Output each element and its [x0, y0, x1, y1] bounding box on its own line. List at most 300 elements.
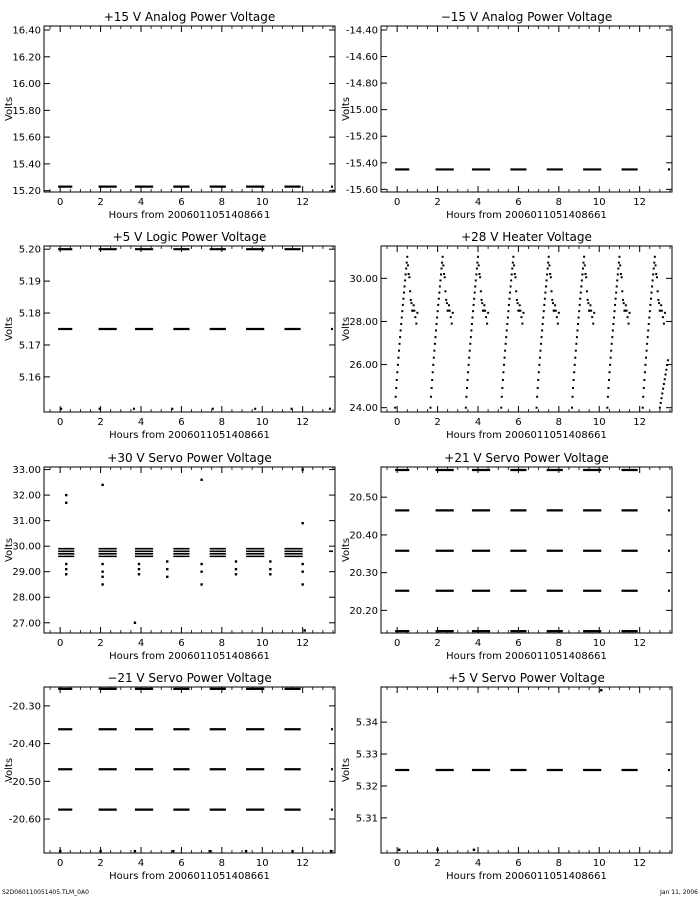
data-point	[134, 622, 136, 624]
data-point	[621, 290, 623, 292]
x-tick-label: 8	[555, 638, 563, 649]
x-tick-label: 10	[592, 197, 606, 208]
y-tick-label: 5.31	[355, 813, 378, 825]
x-tick-label: 0	[56, 638, 64, 649]
data-point	[611, 336, 613, 338]
chart-panel	[341, 451, 672, 662]
plot-frame	[44, 26, 335, 192]
chart-title: +5 V Servo Power Voltage	[448, 671, 605, 685]
data-point	[245, 850, 247, 852]
data-point	[269, 568, 271, 570]
data-point	[411, 302, 413, 304]
data-point	[580, 292, 582, 294]
plot-frame	[381, 26, 672, 192]
y-tick-label: 16.00	[12, 79, 41, 91]
data-point	[609, 364, 611, 366]
data-point	[99, 850, 101, 852]
data-point	[438, 292, 440, 294]
data-point	[473, 298, 475, 300]
data-point	[625, 304, 627, 306]
x-tick-label: 8	[218, 417, 226, 428]
data-point	[571, 407, 573, 409]
chart-panel	[341, 230, 672, 441]
data-point	[586, 290, 588, 292]
data-point	[516, 299, 518, 301]
y-tick-label: 15.40	[12, 159, 41, 171]
data-point	[303, 629, 305, 631]
x-tick-label: 6	[515, 858, 522, 869]
x-tick-label: 2	[434, 417, 441, 428]
y-axis-label: Volts	[4, 537, 15, 563]
x-tick-label: 4	[137, 858, 145, 869]
data-point	[589, 304, 591, 306]
y-tick-label: -20.50	[8, 776, 41, 788]
data-point	[653, 268, 655, 270]
data-point	[465, 407, 467, 409]
data-point	[510, 285, 512, 287]
data-point	[138, 573, 140, 575]
data-point	[649, 304, 651, 306]
data-point	[582, 268, 584, 270]
data-point	[575, 350, 577, 352]
data-point	[200, 583, 202, 585]
data-point	[579, 298, 581, 300]
x-axis-label: Hours from 200601105140866 1	[108, 210, 271, 221]
data-point	[398, 350, 400, 352]
chart-title: +15 V Analog Power Voltage	[103, 10, 276, 24]
data-point	[610, 357, 612, 359]
data-point	[504, 357, 506, 359]
data-point	[394, 407, 396, 409]
data-point	[415, 323, 417, 325]
data-point	[547, 268, 549, 270]
data-point	[166, 576, 168, 578]
data-point	[616, 279, 618, 281]
x-tick-label: 4	[474, 858, 482, 869]
x-tick-label: 0	[56, 417, 64, 428]
x-tick-label: 6	[515, 197, 522, 208]
data-point	[583, 256, 585, 258]
x-tick-label: 2	[97, 197, 104, 208]
data-point	[580, 285, 582, 287]
data-point	[436, 849, 438, 851]
data-point	[439, 279, 441, 281]
data-point	[509, 292, 511, 294]
data-point	[509, 298, 511, 300]
data-point	[538, 364, 540, 366]
data-point	[403, 292, 405, 294]
data-point	[235, 568, 237, 570]
data-point	[520, 316, 522, 318]
chart-title: −15 V Analog Power Voltage	[440, 10, 613, 24]
data-point	[301, 571, 303, 573]
x-tick-label: 10	[592, 858, 606, 869]
y-tick-label: 20.20	[349, 605, 378, 617]
data-point	[301, 468, 303, 470]
x-tick-label: 12	[633, 417, 647, 428]
data-point	[269, 560, 271, 562]
data-point	[507, 310, 509, 312]
data-point	[656, 276, 658, 278]
data-point	[648, 323, 650, 325]
data-point	[600, 689, 602, 691]
data-point	[399, 343, 401, 345]
data-point	[510, 279, 512, 281]
data-point	[664, 312, 666, 314]
x-tick-label: 4	[137, 417, 145, 428]
y-axis-label: Volts	[341, 96, 352, 122]
data-point	[629, 312, 631, 314]
y-tick-label: 30.00	[349, 273, 378, 285]
data-point	[608, 379, 610, 381]
data-point	[480, 290, 482, 292]
y-tick-label: 31.00	[12, 516, 41, 528]
data-point	[583, 262, 585, 264]
data-point	[543, 310, 545, 312]
data-point	[503, 364, 505, 366]
data-point	[606, 407, 608, 409]
data-point	[434, 336, 436, 338]
data-point	[470, 336, 472, 338]
x-tick-label: 8	[218, 858, 226, 869]
data-point	[579, 304, 581, 306]
data-layer	[58, 249, 333, 409]
data-point	[400, 329, 402, 331]
data-point	[452, 312, 454, 314]
data-point	[101, 583, 103, 585]
data-point	[576, 336, 578, 338]
data-point	[552, 302, 554, 304]
data-point	[511, 273, 513, 275]
data-point	[444, 276, 446, 278]
data-point	[401, 310, 403, 312]
y-tick-label: 5.17	[18, 340, 41, 352]
data-point	[657, 299, 659, 301]
data-point	[101, 576, 103, 578]
y-tick-label: 5.20	[18, 244, 41, 256]
data-point	[402, 298, 404, 300]
data-point	[551, 290, 553, 292]
y-tick-label: 28.00	[349, 316, 378, 328]
y-axis-label: Volts	[4, 96, 15, 122]
data-point	[430, 396, 432, 398]
data-point	[647, 329, 649, 331]
chart-title: +30 V Servo Power Voltage	[107, 451, 272, 465]
data-point	[660, 402, 662, 404]
data-layer	[58, 689, 333, 852]
data-point	[501, 387, 503, 389]
data-point	[618, 256, 620, 258]
data-point	[663, 323, 665, 325]
x-tick-label: 12	[633, 197, 647, 208]
data-point	[401, 317, 403, 319]
data-point	[648, 317, 650, 319]
data-point	[395, 396, 397, 398]
x-tick-label: 10	[255, 638, 269, 649]
data-point	[506, 323, 508, 325]
data-point	[521, 323, 523, 325]
y-tick-label: -20.40	[8, 739, 41, 751]
x-tick-label: 6	[178, 858, 185, 869]
data-point	[665, 369, 667, 371]
data-point	[467, 371, 469, 373]
x-tick-label: 8	[555, 858, 563, 869]
data-point	[663, 383, 665, 385]
data-point	[522, 312, 524, 314]
data-point	[519, 304, 521, 306]
data-point	[616, 285, 618, 287]
data-point	[200, 571, 202, 573]
data-point	[101, 571, 103, 573]
data-point	[413, 310, 415, 312]
data-point	[512, 262, 514, 264]
data-point	[543, 304, 545, 306]
data-point	[399, 336, 401, 338]
x-tick-label: 4	[474, 197, 482, 208]
data-point	[536, 407, 538, 409]
data-point	[537, 379, 539, 381]
data-point	[644, 364, 646, 366]
data-point	[542, 317, 544, 319]
data-point	[519, 310, 521, 312]
x-tick-label: 10	[255, 417, 269, 428]
data-point	[541, 336, 543, 338]
data-point	[449, 310, 451, 312]
data-point	[556, 316, 558, 318]
data-point	[550, 276, 552, 278]
data-point	[536, 396, 538, 398]
y-tick-label: 15.60	[12, 132, 41, 144]
chart-title: +5 V Logic Power Voltage	[112, 230, 267, 244]
data-point	[547, 262, 549, 264]
data-point	[472, 310, 474, 312]
x-tick-label: 12	[633, 638, 647, 649]
data-point	[652, 279, 654, 281]
x-tick-label: 6	[178, 417, 185, 428]
data-point	[397, 357, 399, 359]
data-point	[642, 396, 644, 398]
data-point	[539, 350, 541, 352]
data-layer	[395, 470, 670, 631]
chart-title: −21 V Servo Power Voltage	[107, 671, 272, 685]
data-point	[506, 329, 508, 331]
data-point	[200, 479, 202, 481]
data-point	[406, 262, 408, 264]
x-tick-label: 12	[296, 197, 310, 208]
data-point	[65, 573, 67, 575]
data-point	[574, 364, 576, 366]
x-tick-label: 4	[137, 638, 145, 649]
data-point	[548, 256, 550, 258]
data-point	[662, 316, 664, 318]
data-point	[101, 563, 103, 565]
data-point	[572, 387, 574, 389]
footer-filename: S2D060110051405.TLM_0A0	[2, 889, 89, 896]
data-point	[430, 407, 432, 409]
chart-panel	[4, 230, 335, 441]
data-point	[628, 323, 630, 325]
x-tick-label: 8	[555, 417, 563, 428]
data-point	[513, 264, 515, 266]
data-point	[437, 310, 439, 312]
data-point	[517, 302, 519, 304]
data-point	[469, 343, 471, 345]
x-tick-label: 0	[393, 638, 401, 649]
data-point	[439, 285, 441, 287]
data-point	[487, 312, 489, 314]
data-point	[209, 850, 211, 852]
y-tick-label: 16.40	[12, 25, 41, 37]
data-point	[654, 256, 656, 258]
chart-panel	[4, 451, 335, 662]
data-point	[661, 392, 663, 394]
data-point	[466, 387, 468, 389]
y-tick-label: 30.00	[12, 541, 41, 553]
data-point	[470, 329, 472, 331]
data-point	[546, 279, 548, 281]
data-point	[409, 290, 411, 292]
data-point	[404, 279, 406, 281]
data-point	[301, 563, 303, 565]
data-point	[514, 273, 516, 275]
data-point	[481, 299, 483, 301]
data-point	[471, 317, 473, 319]
x-tick-label: 8	[218, 638, 226, 649]
data-point	[478, 264, 480, 266]
data-point	[514, 276, 516, 278]
data-point	[166, 560, 168, 562]
data-point	[613, 317, 615, 319]
data-point	[544, 298, 546, 300]
data-point	[612, 323, 614, 325]
x-tick-label: 8	[555, 197, 563, 208]
data-point	[541, 329, 543, 331]
data-layer	[395, 689, 670, 851]
y-tick-label: 28.00	[12, 592, 41, 604]
x-axis-label: Hours from 2006011051408661	[109, 651, 270, 662]
data-point	[400, 323, 402, 325]
x-tick-label: 4	[137, 197, 145, 208]
data-point	[662, 388, 664, 390]
data-point	[500, 407, 502, 409]
data-point	[441, 262, 443, 264]
data-point	[65, 563, 67, 565]
data-point	[581, 279, 583, 281]
data-point	[477, 256, 479, 258]
data-point	[576, 329, 578, 331]
data-point	[538, 371, 540, 373]
data-point	[504, 350, 506, 352]
data-point	[432, 364, 434, 366]
data-point	[545, 285, 547, 287]
data-point	[615, 292, 617, 294]
data-point	[574, 357, 576, 359]
data-layer	[394, 256, 669, 409]
data-point	[440, 273, 442, 275]
y-tick-label: 33.00	[12, 465, 41, 477]
data-point	[585, 273, 587, 275]
y-tick-label: 16.20	[12, 52, 41, 64]
data-point	[433, 350, 435, 352]
data-point	[291, 850, 293, 852]
data-point	[396, 379, 398, 381]
y-tick-label: 5.18	[18, 308, 41, 320]
data-point	[642, 407, 644, 409]
data-point	[473, 849, 475, 851]
data-point	[660, 397, 662, 399]
data-point	[505, 336, 507, 338]
data-point	[617, 268, 619, 270]
x-tick-label: 10	[255, 197, 269, 208]
data-point	[577, 323, 579, 325]
x-tick-label: 12	[296, 638, 310, 649]
data-point	[465, 396, 467, 398]
data-layer	[58, 468, 333, 631]
x-tick-label: 2	[97, 417, 104, 428]
data-point	[620, 273, 622, 275]
data-point	[652, 273, 654, 275]
data-point	[501, 396, 503, 398]
data-point	[511, 268, 513, 270]
data-point	[647, 336, 649, 338]
data-point	[431, 387, 433, 389]
data-point	[442, 256, 444, 258]
data-point	[502, 379, 504, 381]
data-point	[643, 379, 645, 381]
data-point	[431, 379, 433, 381]
y-tick-label: 20.50	[349, 492, 378, 504]
data-point	[607, 396, 609, 398]
data-point	[413, 304, 415, 306]
y-tick-label: 24.00	[349, 403, 378, 415]
data-point	[433, 357, 435, 359]
data-point	[613, 310, 615, 312]
data-point	[660, 304, 662, 306]
data-point	[481, 302, 483, 304]
x-tick-label: 2	[434, 858, 441, 869]
x-axis-label: Hours from 2006011051408661	[446, 871, 607, 882]
y-axis-label: Volts	[4, 757, 15, 783]
data-point	[395, 387, 397, 389]
x-tick-label: 6	[178, 197, 185, 208]
y-tick-label: -14.40	[345, 25, 378, 37]
x-tick-label: 2	[97, 638, 104, 649]
data-point	[507, 317, 509, 319]
data-point	[475, 273, 477, 275]
data-point	[573, 371, 575, 373]
data-point	[138, 568, 140, 570]
x-tick-label: 10	[255, 858, 269, 869]
data-point	[539, 357, 541, 359]
data-point	[505, 343, 507, 345]
data-point	[436, 323, 438, 325]
y-tick-label: 5.19	[18, 276, 41, 288]
chart-title: +21 V Servo Power Voltage	[444, 451, 609, 465]
y-axis-label: Volts	[341, 757, 352, 783]
data-point	[435, 329, 437, 331]
data-point	[549, 273, 551, 275]
y-tick-label: 26.00	[349, 360, 378, 372]
data-point	[621, 276, 623, 278]
x-tick-label: 0	[393, 858, 401, 869]
data-point	[432, 371, 434, 373]
data-point	[557, 323, 559, 325]
data-point	[581, 273, 583, 275]
x-axis-label: Hours from 2006011051408661	[446, 430, 607, 441]
y-tick-label: 5.16	[18, 372, 41, 384]
x-axis-label: Hours from 2006011051408661	[109, 871, 270, 882]
data-point	[646, 350, 648, 352]
